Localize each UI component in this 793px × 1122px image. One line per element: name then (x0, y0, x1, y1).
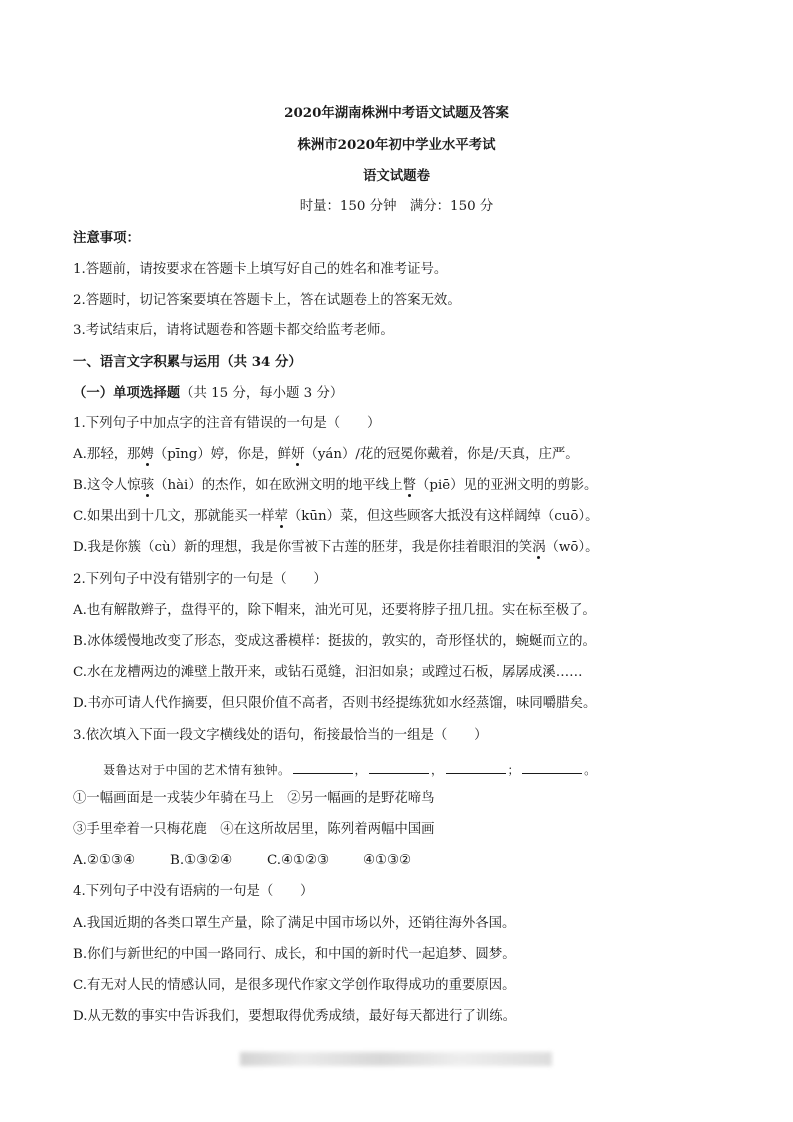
document-title: 2020年湖南株洲中考语文试题及答案 (284, 105, 509, 121)
question-3-items-2: ③手里牵着一只梅花鹿 ④在这所故居里，陈列着两幅中国画 (73, 822, 435, 837)
dotted-char: 娉 (140, 447, 154, 462)
dotted-char: 荤 (274, 509, 288, 524)
question-3-passage: 聂鲁达对于中国的艺术情有独钟。 ， ， ； 。 (103, 763, 597, 777)
answer-blank (369, 761, 429, 774)
dotted-char: 涡 (532, 540, 546, 555)
option-text: （pīng）婷，你是，鲜 (153, 447, 292, 462)
option-text: （kūn）菜，但这些顾客大抵没有这样阔绰（cuō）。 (287, 509, 599, 524)
question-2-option-c: C.水在龙槽两边的滩壁上散开来，或钻石觅缝，汩汩如泉；或蹚过石板，孱孱成溪…… (73, 665, 583, 680)
question-4-stem: 4.下列句子中没有语病的一句是（ ） (73, 884, 314, 899)
option-text: （yán）/花的冠冕你戴着，你是/天真，庄严。 (304, 447, 579, 462)
choice-a: A.②①③④ (73, 853, 135, 868)
answer-blank (522, 761, 582, 774)
option-text: A.那轻，那 (73, 447, 141, 462)
question-2-option-a: A.也有解散辫子，盘得平的，除下帽来，油光可见，还要将脖子扭几扭。实在标至极了。 (73, 603, 596, 618)
option-text: B.这令人惊 (73, 478, 141, 493)
dotted-char: 骇 (140, 478, 155, 493)
option-text: （piē）见的亚洲文明的剪影。 (415, 478, 598, 493)
blurred-footer-text (240, 1052, 552, 1066)
notes-heading: 注意事项： (73, 230, 140, 246)
note-item: 2.答题时，切记答案要填在答题卡上，答在试题卷上的答案无效。 (73, 293, 461, 308)
answer-blank (446, 761, 506, 774)
exam-subtitle: 株洲市2020年初中学业水平考试 (297, 137, 496, 153)
time-info: 时量：150 分钟 满分：150 分 (299, 199, 494, 214)
option-text: C.如果出到十几文，那就能买一样 (73, 509, 275, 524)
note-item: 3.考试结束后，请将试题卷和答题卡都交给监考老师。 (73, 323, 394, 338)
dotted-char: 瞥 (402, 478, 416, 493)
paper-name: 语文试题卷 (363, 168, 430, 184)
question-1-option-b (73, 477, 733, 495)
question-1-option-a (73, 446, 733, 464)
question-1-stem: 1.下列句子中加点字的注音有错误的一句是（ ） (73, 416, 381, 431)
choice-c: C.④①②③ (267, 853, 330, 868)
question-4-option-b: B.你们与新世纪的中国一路同行、成长，和中国的新时代一起追梦、圆梦。 (73, 947, 516, 962)
question-2-stem: 2.下列句子中没有错别字的一句是（ ） (73, 572, 327, 587)
question-4-option-d: D.从无数的事实中告诉我们，要想取得优秀成绩，最好每天都进行了训练。 (73, 1009, 517, 1024)
answer-blank (293, 761, 353, 774)
passage-text: 聂鲁达对于中国的艺术情有独钟。 (103, 763, 291, 777)
dotted-char: 妍 (291, 447, 305, 462)
note-item: 1.答题前，请按要求在答题卡上填写好自己的姓名和准考证号。 (73, 262, 448, 277)
question-2-option-d: D.书亦可请人代作摘要，但只限价值不高者，否则书经提练犹如水经蒸馏，味同嚼腊矣。 (73, 696, 597, 711)
question-1-option-c (73, 508, 733, 526)
question-3-stem: 3.依次填入下面一段文字横线处的语句，衔接最恰当的一组是（ ） (73, 728, 488, 743)
question-3-items-1: ①一幅画面是一戎装少年骑在马上 ②另一幅画的是野花啼鸟 (73, 791, 435, 806)
subsection-heading (73, 384, 733, 403)
question-4-option-a: A.我国近期的各类口罩生产量，除了满足中国市场以外，还销往海外各国。 (73, 916, 516, 931)
question-2-option-b: B.冰体缓慢地改变了形态，变成这番模样：挺拔的，敦实的，奇形怪状的，蜿蜒而立的。 (73, 634, 596, 649)
subsection-scoring: （共 15 分，每小题 3 分） (180, 386, 344, 401)
option-text: （wō）。 (545, 540, 599, 555)
section-heading: 一、语言文字积累与运用（共 34 分） (73, 354, 302, 370)
subsection-title: （一）单项选择题 (73, 385, 181, 401)
question-1-option-d (73, 539, 733, 557)
question-4-option-c: C.有无对人民的情感认同，是很多现代作家文学创作取得成功的重要原因。 (73, 978, 516, 993)
choice-d: ④①③② (363, 853, 412, 868)
choice-b: B.①③②④ (170, 853, 233, 868)
option-text: D.我是你簇（cù）新的理想，我是你雪被下古莲的胚芽，我是你挂着眼泪的笑 (73, 540, 533, 555)
option-text: （hài）的杰作，如在欧洲文明的地平线上 (154, 478, 403, 493)
